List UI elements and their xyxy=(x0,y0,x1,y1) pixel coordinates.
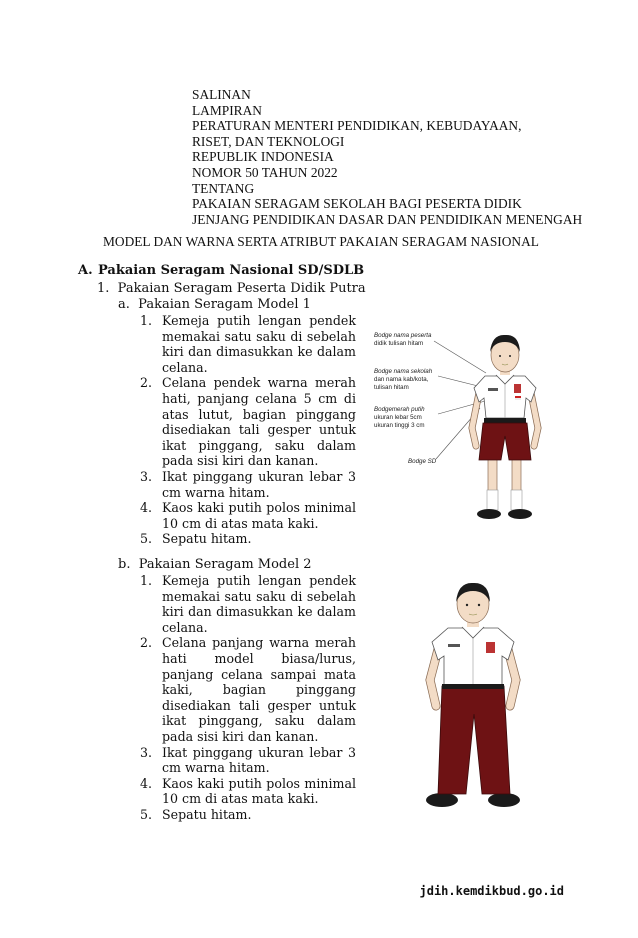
item-text: Celana panjang warna merah hati model biasa/lurus, panjang celana sampai mata kaki, bagian pinggang disediakan tali gesper untuk ikat pinggang, saku dalam pada sisi kiri dan kanan. xyxy=(162,635,356,744)
model-a-items xyxy=(140,313,356,547)
item-text: Ikat pinggang ukuran lebar 3 cm warna hitam. xyxy=(162,468,356,500)
header-line: TENTANG xyxy=(192,180,255,196)
figure-label-badge-school-1: Bodge nama sekolah xyxy=(374,368,433,375)
section-a-label: A. xyxy=(78,263,93,278)
list-item xyxy=(140,500,356,531)
subsection-1-text: Pakaian Seragam Peserta Didik Putra xyxy=(117,281,366,296)
item-text: Celana pendek warna merah hati, panjang celana 5 cm di atas lutut, bagian pinggang disediakan tali gesper untuk ikat pinggang, saku dalam pada sisi kiri dan kanan. xyxy=(162,375,356,469)
item-text: Kemeja putih lengan pendek memakai satu saku di sebelah kiri dan dimasukkan ke dalam celana. xyxy=(162,313,356,375)
item-number: 4. xyxy=(140,500,153,516)
item-number: 2. xyxy=(140,635,153,651)
figure-label-badge-red-2: ukuran lebar 5cm xyxy=(374,414,422,421)
document-header xyxy=(192,87,582,227)
figure-label-badge-red-3: ukuran tinggi 3 cm xyxy=(374,422,425,429)
boy-figure-trousers xyxy=(426,583,520,807)
model-b-heading xyxy=(118,557,312,572)
item-number: 1. xyxy=(140,573,153,588)
list-item xyxy=(140,375,356,469)
item-number: 3. xyxy=(140,744,153,760)
figure-label-badge-school-2: dan nama kab/kota, xyxy=(374,376,429,383)
subsection-1-heading xyxy=(97,281,366,296)
item-number: 3. xyxy=(140,468,153,484)
list-item xyxy=(140,776,356,807)
model-b-label: b. xyxy=(118,557,131,572)
model-a-text: Pakaian Seragam Model 1 xyxy=(138,297,311,312)
model-b-items xyxy=(140,573,356,823)
item-text: Kaos kaki putih polos minimal 10 cm di atas mata kaki. xyxy=(162,500,356,531)
section-a-text: Pakaian Seragam Nasional SD/SDLB xyxy=(98,263,365,278)
item-number: 5. xyxy=(140,806,153,822)
item-number: 4. xyxy=(140,775,153,791)
item-number: 1. xyxy=(140,313,153,328)
uniform-model-2-illustration xyxy=(418,580,528,812)
list-item xyxy=(140,807,356,823)
list-item xyxy=(140,313,356,375)
section-a-heading xyxy=(78,263,364,278)
header-line: NOMOR 50 TAHUN 2022 xyxy=(192,164,338,180)
header-line: RISET, DAN TEKNOLOGI xyxy=(192,133,345,149)
item-text: Sepatu hitam. xyxy=(162,531,252,547)
header-line: JENJANG PENDIDIKAN DASAR DAN PENDIDIKAN MENENGAH xyxy=(192,211,583,227)
item-text: Kaos kaki putih polos minimal 10 cm di atas mata kaki. xyxy=(162,775,356,807)
item-number: 5. xyxy=(140,531,153,547)
model-b-text: Pakaian Seragam Model 2 xyxy=(138,557,312,572)
figure-label-badge-name-2: didik tulisan hitam xyxy=(374,340,424,347)
list-item xyxy=(140,573,356,635)
header-line: SALINAN xyxy=(192,87,251,102)
list-item xyxy=(140,635,356,744)
item-text: Sepatu hitam. xyxy=(162,806,252,822)
header-line: PERATURAN MENTERI PENDIDIKAN, KEBUDAYAAN, xyxy=(192,118,522,134)
figure-label-badge-school-3: tulisan hitam xyxy=(374,384,409,391)
uniform-model-1-illustration xyxy=(368,318,568,530)
list-item xyxy=(140,469,356,500)
header-line: LAMPIRAN xyxy=(192,102,262,118)
header-line: REPUBLIK INDONESIA xyxy=(192,149,334,165)
figure-label-badge-sd: Bodge SD xyxy=(408,458,437,465)
item-text: Ikat pinggang ukuran lebar 3 cm warna hitam. xyxy=(162,744,356,776)
figure-label-badge-name-1: Bodge nama peserta xyxy=(374,332,432,339)
model-a-label: a. xyxy=(118,297,130,312)
model-a-heading xyxy=(118,297,311,312)
footer-source: jdih.kemdikbud.go.id xyxy=(419,884,564,898)
figure-label-badge-red-1: Bodgemerah putih xyxy=(374,406,425,413)
list-item xyxy=(140,531,356,547)
boy-figure-shorts xyxy=(472,335,538,519)
item-number: 2. xyxy=(140,375,153,391)
document-title: MODEL DAN WARNA SERTA ATRIBUT PAKAIAN SERAGAM NASIONAL xyxy=(103,234,539,249)
item-text: Kemeja putih lengan pendek memakai satu saku di sebelah kiri dan dimasukkan ke dalam celana. xyxy=(162,573,356,635)
list-item xyxy=(140,745,356,776)
subsection-1-label: 1. xyxy=(97,281,110,296)
header-line: PAKAIAN SERAGAM SEKOLAH BAGI PESERTA DIDIK xyxy=(192,196,522,212)
